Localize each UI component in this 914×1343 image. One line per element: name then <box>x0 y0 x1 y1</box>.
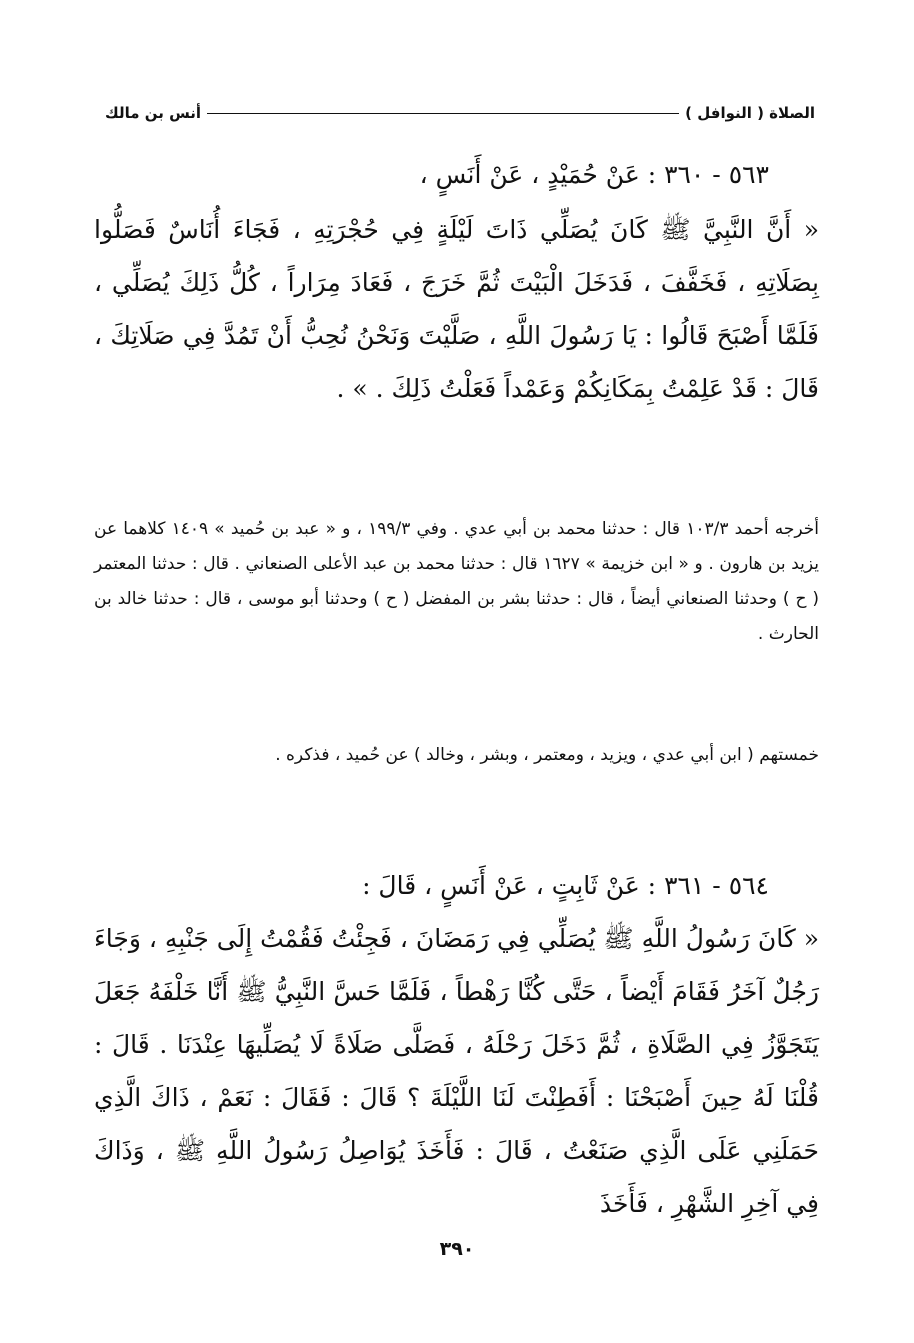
takhrij-paragraph: خمستهم ( ابن أبي عدي ، ويزيد ، ومعتمر ، وبشر ، وخالد ) عن حُميد ، فذكره . <box>275 745 819 765</box>
page-number: ٣٩٠ <box>439 1238 475 1260</box>
header-rule <box>207 113 679 114</box>
running-header <box>105 98 815 128</box>
chapter-title: الصلاة ( النوافل ) <box>685 104 815 122</box>
hadith-heading-564: ٥٦٤ - ٣٦١ : عَنْ ثَابِتٍ ، عَنْ أَنَسٍ ، قَالَ : <box>362 871 769 900</box>
hadith-text-564: « كَانَ رَسُولُ اللَّهِ ﷺ يُصَلِّي فِي رَمَضَانَ ، فَجِئْتُ فَقُمْتُ إِلَى جَنْبِهِ ، وَجَاءَ رَجُلٌ آخَرُ فَقَامَ أَيْضاً ، حَتَّى كُنَّا رَهْطاً ، فَلَمَّا حَسَّ النَّبِيُّ ﷺ أَنَّا خَلْفَهُ جَعَلَ يَتَجَوَّزُ فِي الصَّلَاةِ ، ثُمَّ دَخَلَ رَحْلَهُ ، فَصَلَّى صَلَاةً لَا يُصَلِّيهَا عِنْدَنَا . قَالَ : قُلْنَا لَهُ حِينَ أَصْبَحْنَا : أَفَطِنْتَ لَنَا اللَّيْلَةَ ؟ قَالَ : فَقَالَ : نَعَمْ ، ذَاكَ الَّذِي حَمَلَنِي عَلَى الَّذِي صَنَعْتُ ، قَالَ : فَأَخَذَ يُوَاصِلُ رَسُولُ اللَّهِ ﷺ ، وَذَاكَ فِي آخِرِ الشَّهْرِ ، فَأَخَذَ <box>94 924 819 1218</box>
book-title: أنس بن مالك <box>105 104 202 122</box>
takhrij-paragraph: أخرجه أحمد ١٠٣/٣ قال : حدثنا محمد بن أبي عدي . وفي ١٩٩/٣ ، و « عبد بن حُميد » ١٤٠٩ كلاهما عن يزيد بن هارون . و « ابن خزيمة » ١٦٢٧ قال : حدثنا محمد بن عبد الأعلى الصنعاني . قال : حدثنا المعتمر ( ح ) وحدثنا الصنعاني أيضاً ، قال : حدثنا بشر بن المفضل ( ح ) وحدثنا أبو موسى ، قال : حدثنا خالد بن الحارث . <box>94 519 819 644</box>
hadith-heading-563: ٥٦٣ - ٣٦٠ : عَنْ حُمَيْدٍ ، عَنْ أَنَسٍ ، <box>419 160 769 189</box>
hadith-text-563: « أَنَّ النَّبِيَّ ﷺ كَانَ يُصَلِّي ذَاتَ لَيْلَةٍ فِي حُجْرَتِهِ ، فَجَاءَ أُنَاسٌ فَصَلُّوا بِصَلَاتِهِ ، فَخَفَّفَ ، فَدَخَلَ الْبَيْتَ ثُمَّ خَرَجَ ، فَعَادَ مِرَاراً ، كُلُّ ذَلِكَ يُصَلِّي ، فَلَمَّا أَصْبَحَ قَالُوا : يَا رَسُولَ اللَّهِ ، صَلَّيْتَ وَنَحْنُ نُحِبُّ أَنْ تَمُدَّ فِي صَلَاتِكَ ، قَالَ : قَدْ عَلِمْتُ بِمَكَانِكُمْ وَعَمْداً فَعَلْتُ ذَلِكَ . » . <box>94 215 819 403</box>
